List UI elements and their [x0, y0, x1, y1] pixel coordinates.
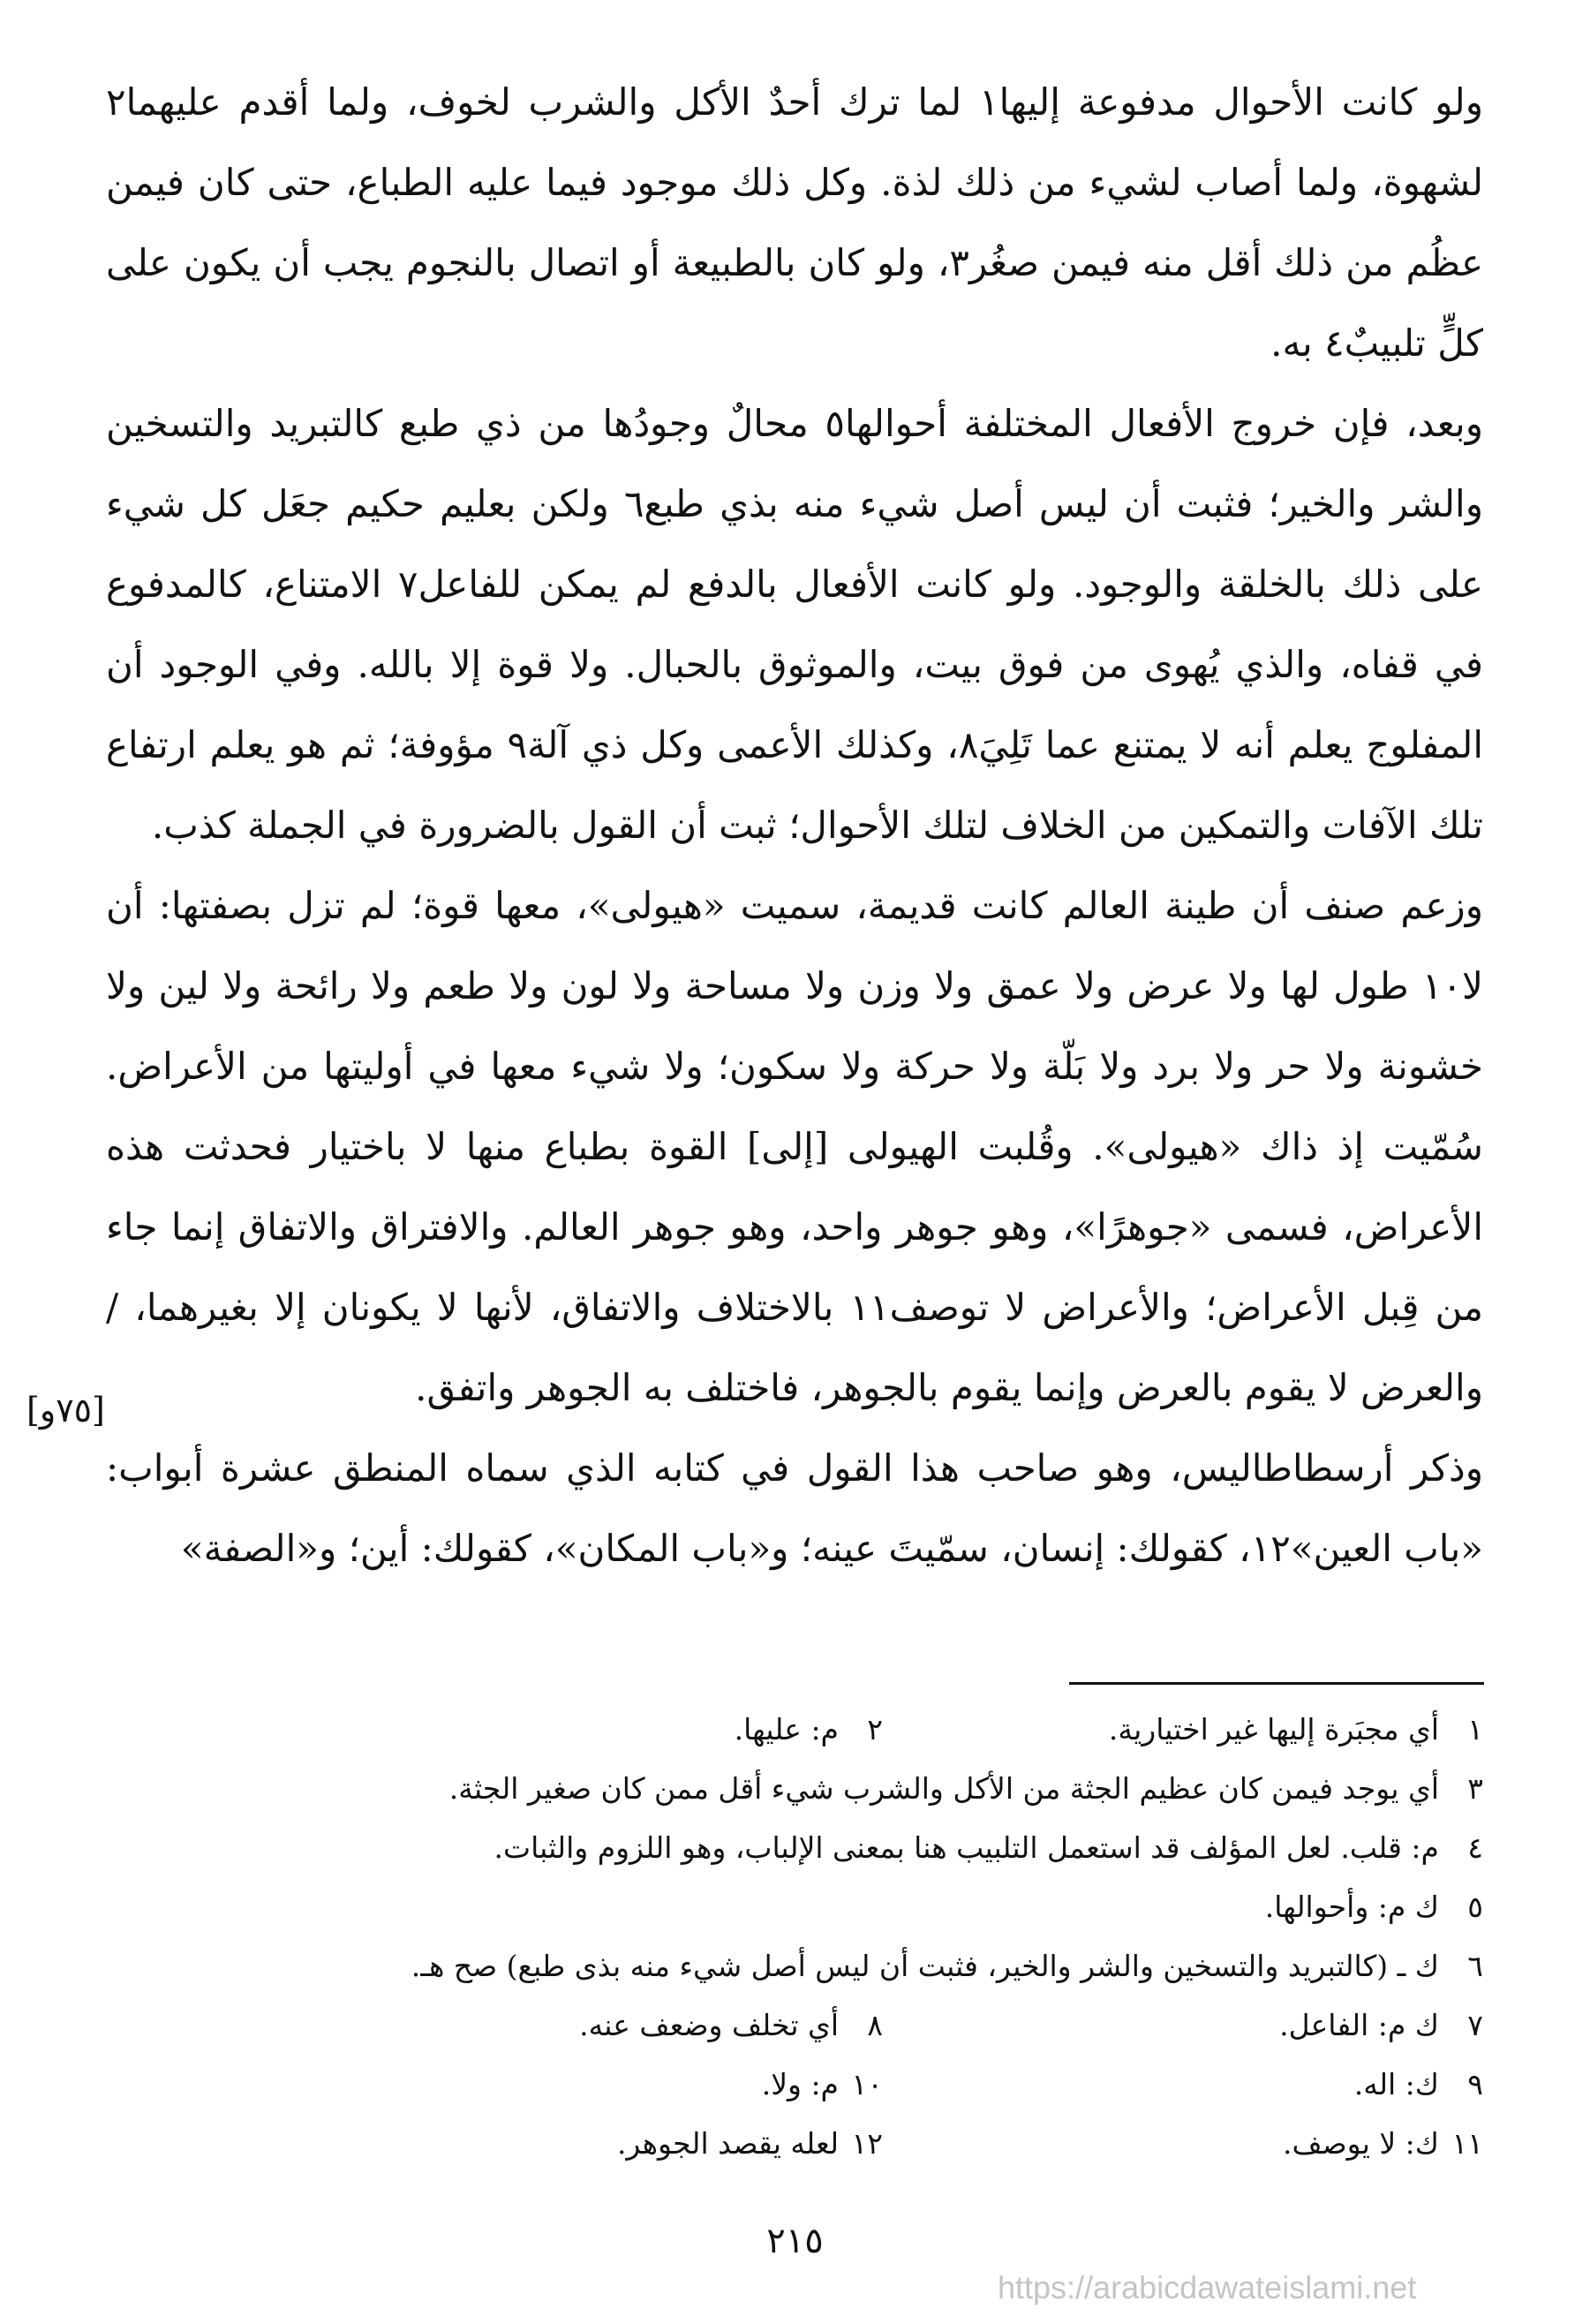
footnote-text: م: عليها.: [734, 1712, 839, 1747]
footnote-number: ٤: [1467, 1830, 1483, 1865]
footnote-2: [735, 1700, 883, 1759]
paragraph-1: ولو كانت الأحوال مدفوعة إليها١ لما ترك أحدٌ الأكل والشرب لخوف، ولما أقدم عليهما٢ لشهوة، ولما أصاب لشيء من ذلك لذة. وكل ذلك موجود فيما عليه الطباع، حتى كان فيمن عظُم من ذلك أقل منه فيمن صغُر٣، ولو كان بالطبيعة أو اتصال بالنجوم يجب أن يكون على كلٍّ تلبيبٌ٤ به.: [106, 80, 1483, 365]
footnote-row: [106, 1700, 1483, 1759]
footnote-4: [106, 1818, 1483, 1877]
footnotes: [106, 1700, 1483, 2173]
footnote-number: ١٠: [851, 2067, 883, 2101]
footnote-text: ك: لا يوصف.: [1282, 2126, 1439, 2161]
footnote-7: [883, 1996, 1483, 2055]
footnote-3: [106, 1759, 1483, 1818]
footnote-row: [106, 2055, 1483, 2114]
footnote-number: ١٢: [851, 2126, 883, 2161]
footnote-text: ك ـ (كالتبريد والتسخين والشر والخير، فثبت أن ليس أصل شيء منه بذى طبع) صح هـ.: [411, 1949, 1439, 1983]
footnote-10: [762, 2055, 883, 2114]
footnote-text: ك: اله.: [1353, 2067, 1439, 2101]
footnote-text: أي تخلف وضعف عنه.: [579, 2008, 839, 2042]
footnote-text: م: قلب. لعل المؤلف قد استعمل التلبيب هنا بمعنى الإلباب، وهو اللزوم والثبات.: [494, 1830, 1439, 1865]
footnote-number: ٢: [867, 1712, 883, 1747]
watermark-url: https://arabicdawateislami.net: [998, 2269, 1417, 2305]
manuscript-folio-marker: [٧٥و]: [26, 1391, 105, 1430]
footnote-number: ٣: [1467, 1771, 1483, 1806]
footnote-number: ٦: [1467, 1949, 1483, 1983]
footnote-row: [106, 1996, 1483, 2055]
footnote-text: ك م: وأحوالها.: [1264, 1890, 1439, 1924]
footnote-6: [106, 1936, 1483, 1996]
page-number: ٢١٥: [766, 2221, 824, 2261]
footnote-divider: [1069, 1682, 1484, 1685]
footnote-number: ١١: [1451, 2126, 1483, 2161]
paragraph-3: وزعم صنف أن طينة العالم كانت قديمة، سميت «هيولى»، معها قوة؛ لم تزل بصفتها: أن لا١٠ طول لها ولا عرض ولا عمق ولا وزن ولا مساحة ولا لون ولا طعم ولا رائحة ولا لين ولا خشونة ولا حر ولا برد ولا بَلّة ولا حركة ولا سكون؛ ولا شيء معها في أوليتها من الأعراض. سُمّيت إذ ذاك «هيولى». وقُلبت الهيولى [إلى] القوة بطباع منها لا باختيار فحدثت هذه الأعراض، فسمى «جوهرًا»، وهو جوهر واحد، وهو جوهر العالم. والافتراق والاتفاق إنما جاء من قِبل الأعراض؛ والأعراض لا توصف١١ بالاختلاف والاتفاق، لأنها لا يكونان إلا بغيرهما، / والعرض لا يقوم بالعرض وإنما يقوم بالجوهر، فاختلف به الجوهر واتفق.: [106, 884, 1484, 1409]
footnote-text: م: ولا.: [761, 2067, 839, 2101]
footnote-9: [883, 2055, 1483, 2114]
footnote-11: [883, 2114, 1483, 2173]
footnote-1: [883, 1700, 1483, 1759]
footnote-5: [106, 1877, 1483, 1936]
footnote-row: [106, 2114, 1483, 2173]
footnote-text: أي يوجد فيمن كان عظيم الجثة من الأكل والشرب شيء أقل ممن كان صغير الجثة.: [448, 1771, 1439, 1806]
footnote-text: لعله يقصد الجوهر.: [616, 2126, 839, 2161]
footnote-number: ٧: [1467, 2008, 1483, 2042]
footnote-number: ٨: [867, 2008, 883, 2042]
paragraph-2: وبعد، فإن خروج الأفعال المختلفة أحوالها٥ محالٌ وجودُها من ذي طبع كالتبريد والتسخين والشر والخير؛ فثبت أن ليس أصل شيء منه بذي طبع٦ ولكن بعليم حكيم جعَل كل شيء على ذلك بالخلقة والوجود. ولو كانت الأفعال بالدفع لم يمكن للفاعل٧ الامتناع، كالمدفوع في قفاه، والذي يُهوى من فوق بيت، والموثوق بالحبال. ولا قوة إلا بالله. وفي الوجود أن المفلوج يعلم أنه لا يمتنع عما تَلِيَ٨، وكذلك الأعمى وكل ذي آلة٩ مؤوفة؛ ثم هو يعلم ارتفاع تلك الآفات والتمكين من الخلاف لتلك الأحوال؛ ثبت أن القول بالضرورة في الجملة كذب.: [106, 402, 1484, 847]
footnote-text: أي مجبَرة إليها غير اختيارية.: [1108, 1712, 1439, 1747]
main-text: [106, 62, 1483, 1588]
footnote-12: [617, 2114, 883, 2173]
footnote-number: ١: [1467, 1712, 1483, 1747]
footnote-number: ٩: [1467, 2067, 1483, 2101]
footnote-text: ك م: الفاعل.: [1279, 2008, 1439, 2042]
footnote-number: ٥: [1467, 1890, 1483, 1924]
paragraph-4: وذكر أرسطاطاليس، وهو صاحب هذا القول في كتابه الذي سماه المنطق عشرة أبواب: «باب العين»١٢، كقولك: إنسان، سمّيتَ عينه؛ و«باب المكان»، كقولك: أين؛ و«الصفة»: [106, 1446, 1483, 1570]
footnote-8: [579, 1996, 883, 2055]
